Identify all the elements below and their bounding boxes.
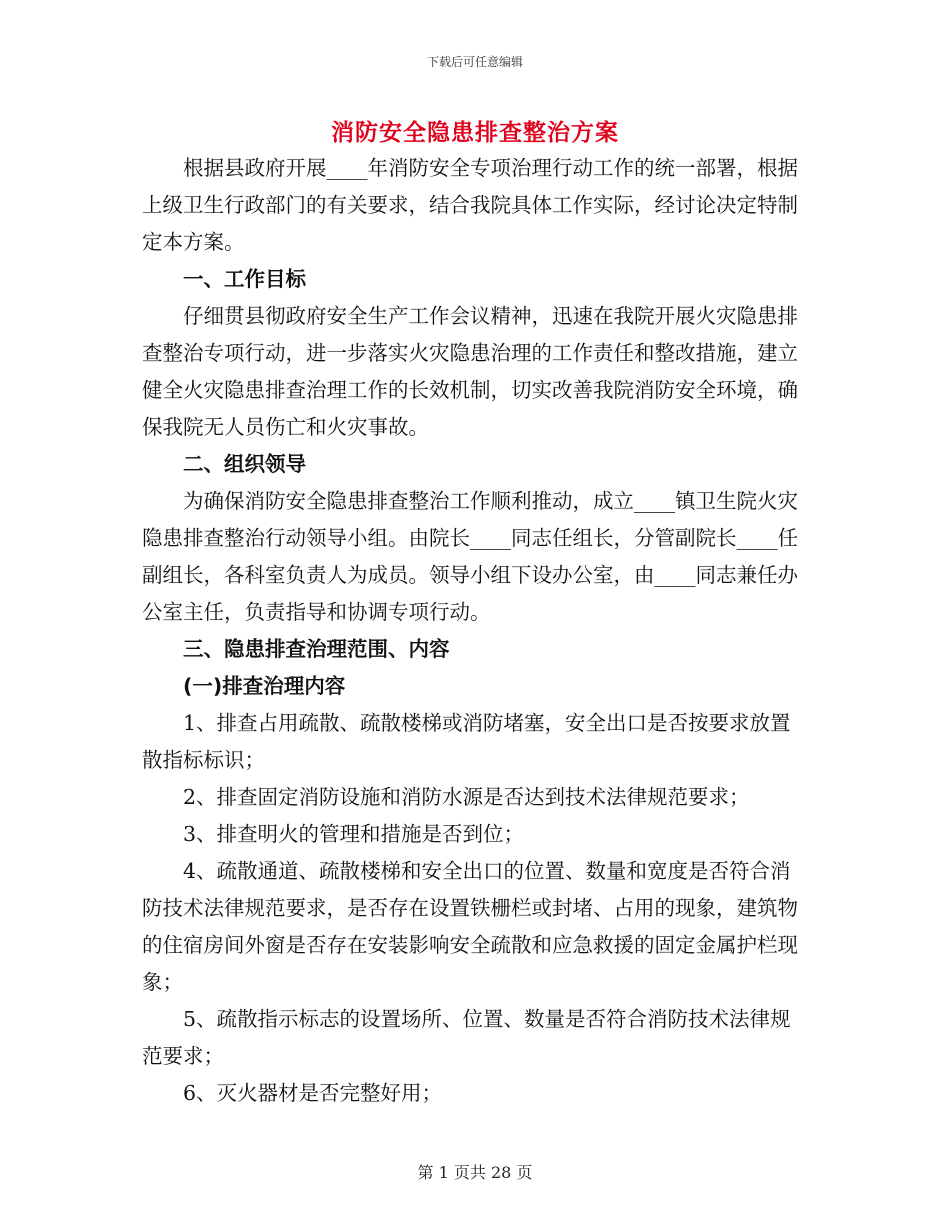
list-item-6: 6、灭火器材是否完整好用； xyxy=(183,1081,443,1105)
heading-scope: 三、隐患排查治理范围、内容 xyxy=(183,637,450,661)
paragraph-work-goal: 仔细贯县彻政府安全生产工作会议精神，迅速在我院开展火灾隐患排查整治专项行动，进一步落实火灾隐患治理的工作责任和整改措施，建立健全火灾隐患排查治理工作的长效机制，切实改善我院消防安全环境，确保我院无人员伤亡和火灾事故。 xyxy=(142,304,798,439)
document-body xyxy=(142,150,810,1112)
document-title: 消防安全隐患排查整治方案 xyxy=(331,119,619,146)
heading-organization: 二、组织领导 xyxy=(183,452,306,476)
subheading-content: (一)排查治理内容 xyxy=(183,674,346,698)
page-footer: 第 1 页共 28 页 xyxy=(417,1163,533,1182)
list-item-3: 3、排查明火的管理和措施是否到位； xyxy=(183,822,525,846)
paragraph-intro: 根据县政府开展____年消防安全专项治理行动工作的统一部署，根据上级卫生行政部门的有关要求，结合我院具体工作实际，经讨论决定特制定本方案。 xyxy=(142,156,798,254)
list-item-1: 1、排查占用疏散、疏散楼梯或消防堵塞，安全出口是否按要求放置散指标标识； xyxy=(142,711,791,772)
heading-work-goal: 一、工作目标 xyxy=(183,267,306,291)
list-item-5: 5、疏散指示标志的设置场所、位置、数量是否符合消防技术法律规范要求； xyxy=(142,1007,791,1068)
list-item-2: 2、排查固定消防设施和消防水源是否达到技术法律规范要求； xyxy=(183,785,750,809)
header-note: 下载后可任意编辑 xyxy=(426,55,523,69)
paragraph-organization: 为确保消防安全隐患排查整治工作顺利推动，成立____镇卫生院火灾隐患排查整治行动领导小组。由院长____同志任组长，分管副院长____任副组长，各科室负责人为成员。领导小组下设办公室，由____同志兼任办公室主任，负责指导和协调专项行动。 xyxy=(142,489,798,624)
list-item-4: 4、疏散通道、疏散楼梯和安全出口的位置、数量和宽度是否符合消防技术法律规范要求，是否存在设置铁栅栏或封堵、占用的现象，建筑物的住宿房间外窗是否存在安装影响安全疏散和应急救援的固定金属护栏现象； xyxy=(142,859,798,994)
